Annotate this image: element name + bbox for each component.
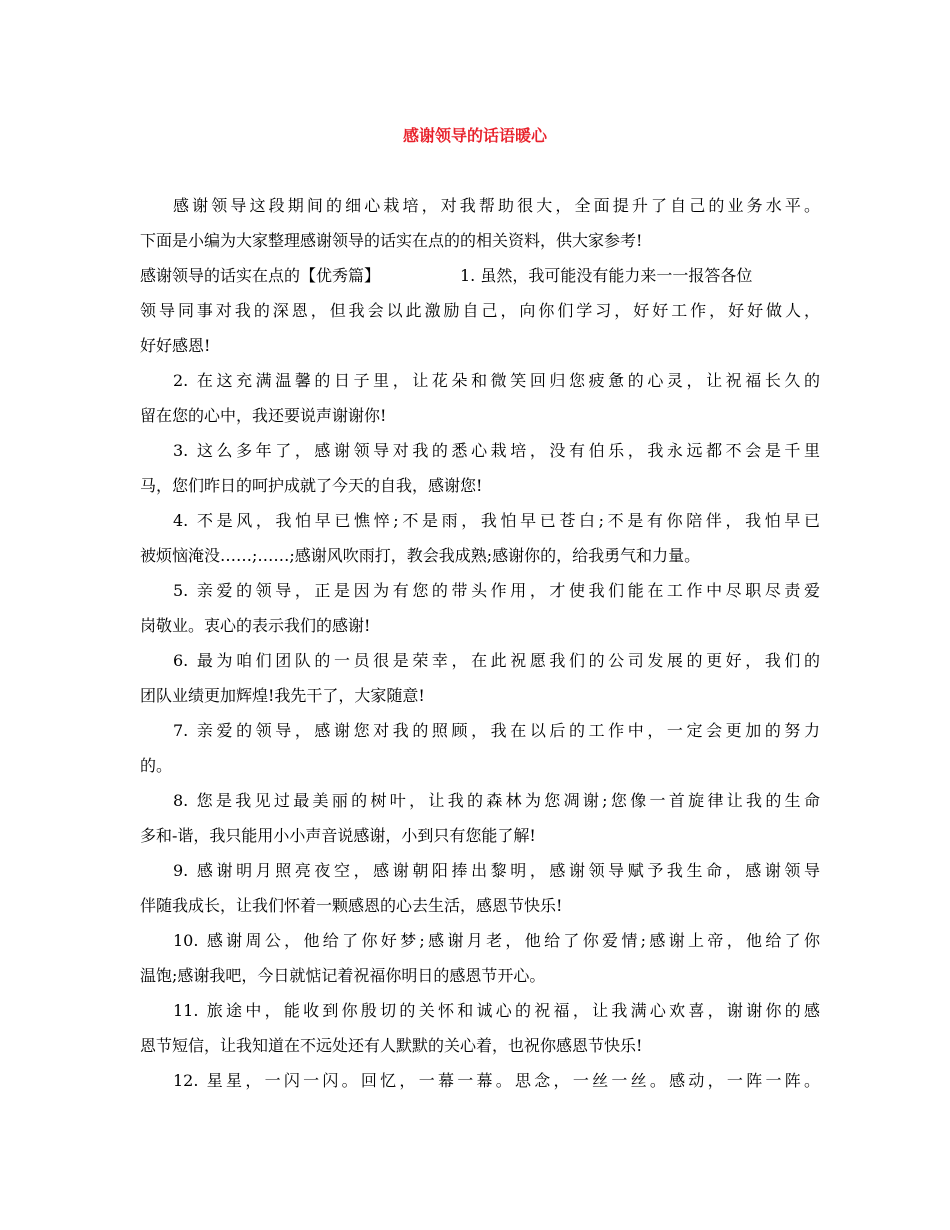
list-item-line: 岗敬业。衷心的表示我们的感谢! (140, 616, 371, 635)
list-item-line: 3. 这么多年了，感谢领导对我的悉心栽培，没有伯乐，我永远都不会是千里 (173, 441, 820, 460)
list-item-line: 2. 在这充满温馨的日子里，让花朵和微笑回归您疲惫的心灵，让祝福长久的 (173, 371, 820, 390)
body-line: 下面是小编为大家整理感谢领导的话实在点的的相关资料，供大家参考! (140, 231, 643, 250)
list-item-line: 多和-谐，我只能用小小声音说感谢，小到只有您能了解! (140, 826, 536, 845)
list-item-line: 7. 亲爱的领导，感谢您对我的照顾，我在以后的工作中，一定会更加的努力 (173, 721, 820, 740)
list-item-line: 温饱;感谢我吧，今日就惦记着祝福你明日的感恩节开心。 (140, 966, 546, 985)
list-item-line: 团队业绩更加辉煌!我先干了，大家随意! (140, 686, 425, 705)
list-item-line: 11. 旅途中，能收到你殷切的关怀和诚心的祝福，让我满心欢喜，谢谢你的感 (173, 1001, 820, 1020)
list-item-line: 6. 最为咱们团队的一员很是荣幸，在此祝愿我们的公司发展的更好，我们的 (173, 651, 820, 670)
list-item-line: 9. 感谢明月照亮夜空，感谢朝阳捧出黎明，感谢领导赋予我生命，感谢领导 (173, 861, 820, 880)
list-item-line: 伴随我成长，让我们怀着一颗感恩的心去生活，感恩节快乐! (140, 896, 563, 915)
section-heading: 感谢领导的话实在点的【优秀篇】 (140, 266, 381, 285)
list-item-line: 12. 星星，一闪一闪。回忆，一幕一幕。思念，一丝一丝。感动，一阵一阵。 (173, 1071, 820, 1090)
body-line (140, 261, 820, 291)
body-text: 1. 虽然，我可能没有能力来一一报答各位 (460, 266, 753, 285)
list-item-line: 8. 您是我见过最美丽的树叶，让我的森林为您凋谢;您像一首旋律让我的生命 (173, 791, 820, 810)
list-item-line: 马，您们昨日的呵护成就了今天的自我，感谢您! (140, 476, 483, 495)
list-item-line: 5. 亲爱的领导，正是因为有您的带头作用，才使我们能在工作中尽职尽责爱 (173, 581, 820, 600)
list-item-line: 4. 不是风，我怕早已憔悴;不是雨，我怕早已苍白;不是有你陪伴，我怕早已 (173, 511, 820, 530)
list-item-line: 10. 感谢周公，他给了你好梦;感谢月老，他给了你爱情;感谢上帝，他给了你 (173, 931, 820, 950)
list-item-line: 恩节短信，让我知道在不远处还有人默默的关心着，也祝你感恩节快乐! (140, 1036, 643, 1055)
list-item-line: 被烦恼淹没……;……;感谢风吹雨打，教会我成熟;感谢你的，给我勇气和力量。 (140, 546, 701, 565)
list-item-line: 的。 (140, 756, 173, 775)
body-line: 好好感恩! (140, 336, 211, 355)
body-line: 领导同事对我的深恩，但我会以此激励自己，向你们学习，好好工作，好好做人， (140, 301, 820, 320)
document-title: 感谢领导的话语暖心 (402, 126, 547, 145)
body-line: 感谢领导这段期间的细心栽培，对我帮助很大，全面提升了自己的业务水平。 (173, 196, 820, 215)
list-item-line: 留在您的心中，我还要说声谢谢你! (140, 406, 387, 425)
